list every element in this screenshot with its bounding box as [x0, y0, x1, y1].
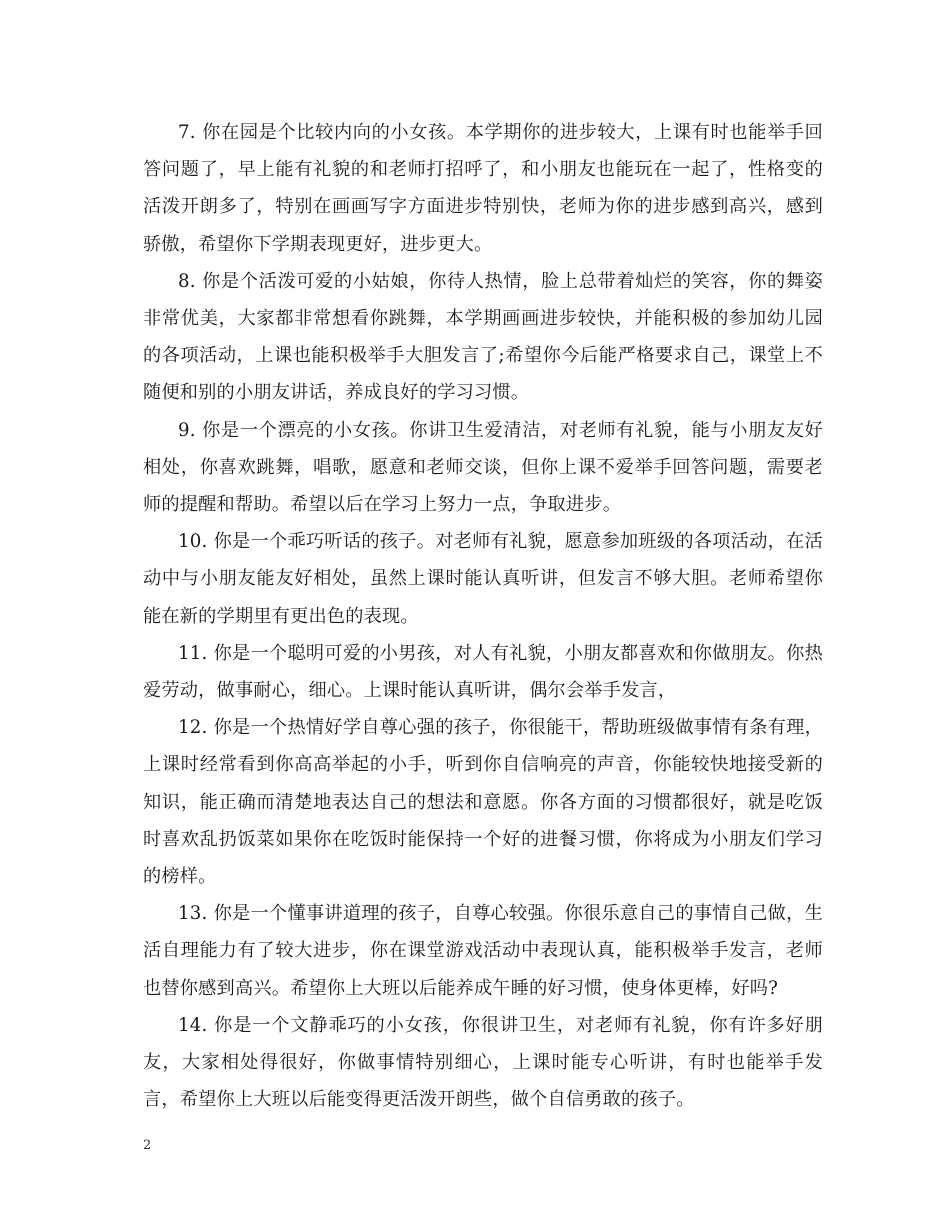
paragraph-8: 8. 你是个活泼可爱的小姑娘，你待人热情，脸上总带着灿烂的笑容，你的舞姿非常优美，大家都非常想看你跳舞，本学期画画进步较快，并能积极的参加幼儿园的各项活动，上课也能积极举手大胆发言了;希望你今后能严格要求自己，课堂上不随便和别的小朋友讲话，养成良好的学习习惯。 [143, 270, 823, 404]
paragraph-10: 10. 你是一个乖巧听话的孩子。对老师有礼貌，愿意参加班级的各项活动，在活动中与小朋友能友好相处，虽然上课时能认真听讲，但发言不够大胆。老师希望你能在新的学期里有更出色的表现。 [143, 531, 823, 627]
paragraph-11: 11. 你是一个聪明可爱的小男孩，对人有礼貌，小朋友都喜欢和你做朋友。你热爱劳动，做事耐心，细心。上课时能认真听讲，偶尔会举手发言， [143, 642, 823, 702]
page-number: 2 [143, 1138, 152, 1153]
body-text [143, 114, 823, 1118]
paragraph-9: 9. 你是一个漂亮的小女孩。你讲卫生爱清洁，对老师有礼貌，能与小朋友友好相处，你喜欢跳舞，唱歌，愿意和老师交谈，但你上课不爱举手回答问题，需要老师的提醒和帮助。希望以后在学习上努力一点，争取进步。 [143, 419, 823, 516]
paragraph-7: 7. 你在园是个比较内向的小女孩。本学期你的进步较大，上课有时也能举手回答问题了，早上能有礼貌的和老师打招呼了，和小朋友也能玩在一起了，性格变的活泼开朗多了，特别在画画写字方面进步特别快，老师为你的进步感到高兴，感到骄傲，希望你下学期表现更好，进步更大。 [143, 122, 823, 255]
paragraph-14: 14. 你是一个文静乖巧的小女孩，你很讲卫生，对老师有礼貌，你有许多好朋友，大家相处得很好，你做事情特别细心，上课时能专心听讲，有时也能举手发言，希望你上大班以后能变得更活泼开朗些，做个自信勇敢的孩子。 [143, 1014, 823, 1111]
paragraph-13: 13. 你是一个懂事讲道理的孩子，自尊心较强。你很乐意自己的事情自己做，生活自理能力有了较大进步，你在课堂游戏活动中表现认真，能积极举手发言，老师也替你感到高兴。希望你上大班以后能养成午睡的好习惯，使身体更棒，好吗? [143, 903, 823, 999]
paragraph-12: 12. 你是一个热情好学自尊心强的孩子，你很能干，帮助班级做事情有条有理，上课时经常看到你高高举起的小手，听到你自信响亮的声音，你能较快地接受新的知识，能正确而清楚地表达自己的想法和意愿。你各方面的习惯都很好，就是吃饭时喜欢乱扔饭菜如果你在吃饭时能保持一个好的进餐习惯，你将成为小朋友们学习的榜样。 [143, 717, 823, 888]
